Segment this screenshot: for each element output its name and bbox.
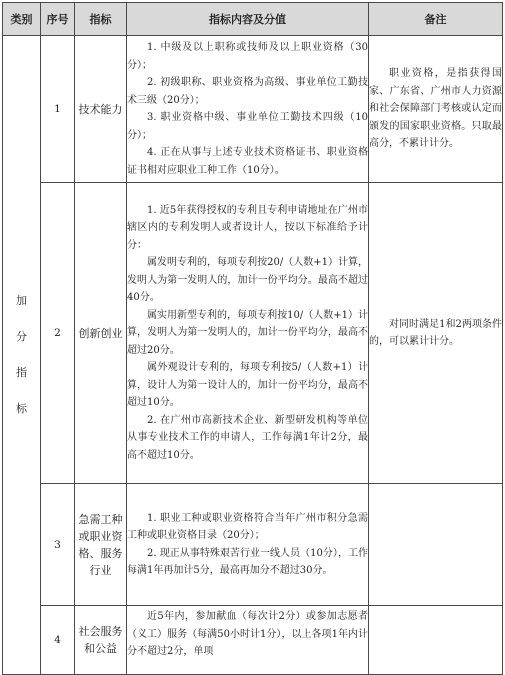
row-number: 1 xyxy=(41,36,75,183)
table-header-row xyxy=(3,3,503,36)
row-content xyxy=(127,183,369,484)
header-indicator: 指标 xyxy=(75,3,127,36)
table-row xyxy=(3,36,503,183)
row-indicator: 创新创业 xyxy=(75,183,127,484)
remarks-paragraph: 职业资格，是指获得国家、广东省、广州市人力资源和社会保障部门考核或认定而颁发的国家职业资格。只取最高分，不累计计分。 xyxy=(369,68,502,150)
table-row xyxy=(3,484,503,606)
row-indicator: 技术能力 xyxy=(75,36,127,183)
row-remarks xyxy=(369,183,503,484)
content-clip xyxy=(127,608,368,672)
row-number: 3 xyxy=(41,484,75,606)
content-paragraph: 3. 职业资格中级、事业单位工勤技术四级（10分）； xyxy=(127,112,368,141)
row-number: 4 xyxy=(41,606,75,675)
row-content xyxy=(127,606,369,675)
row-remarks xyxy=(369,36,503,183)
content-paragraph: 1. 中级及以上职称或技师及以上职业资格（30分）； xyxy=(127,42,368,71)
row-number: 2 xyxy=(41,183,75,484)
header-number: 序号 xyxy=(41,3,75,36)
content-paragraph: 属发明专利的，每项专利按20/（人数+1）计算，发明人为第一发明人的，加计一份平均分。最高不超过40分。 xyxy=(127,257,368,304)
category-char: 指 xyxy=(16,366,27,379)
table-row xyxy=(3,183,503,484)
content-paragraph: 2. 在广州市高新技术企业、新型研发机构等单位从事专业技术工作的申请人，工作每满1年计2分，最高不超过10分。 xyxy=(127,414,368,461)
content-paragraph: 2. 初级职称、职业资格为高级、事业单位工勤技术三级（20分）； xyxy=(127,77,368,106)
header-category: 类别 xyxy=(3,3,41,36)
category-cell xyxy=(3,36,41,675)
content-paragraph: 近5年内，参加献血（每次计2分）或参加志愿者（义工）服务（每满50小时计1分），以上各项1年内计分不超过2分，单项 xyxy=(127,611,368,657)
table-row xyxy=(3,606,503,675)
content-paragraph: 4. 正在从事与上述专业技术资格证书、职业资格证书相对应职业工种工作（10分）。 xyxy=(127,147,368,176)
header-content: 指标内容及分值 xyxy=(127,3,369,36)
row-remarks xyxy=(369,606,503,675)
category-char: 标 xyxy=(16,402,27,415)
content-paragraph: 1. 职业工种或职业资格符合当年广州市积分急需工种或职业资格目录（20分）； xyxy=(127,512,368,541)
row-remarks xyxy=(369,484,503,606)
points-indicator-table xyxy=(2,2,503,675)
row-indicator: 社会服务和公益 xyxy=(75,606,127,675)
content-paragraph: 属实用新型专利的，每项专利按10/（人数+1）计算，发明人为第一发明人的，加计一份平均分，最高不超过20分。 xyxy=(127,309,368,356)
content-paragraph: 2. 现正从事特殊艰苦行业一线人员（10分），工作每满1年再加计5分，最高再加分不超过30分。 xyxy=(127,547,368,576)
category-char: 分 xyxy=(16,330,27,343)
header-remarks: 备注 xyxy=(369,3,503,36)
content-paragraph: 1. 近5年获得授权的专利且专利申请地址在广州市辖区内的专利发明人或者设计人，按以下标准给予计分： xyxy=(127,204,368,251)
row-indicator: 急需工种或职业资格、服务行业 xyxy=(75,484,127,606)
category-char: 加 xyxy=(16,294,27,307)
row-content xyxy=(127,484,369,606)
content-paragraph: 属外观设计专利的，每项专利按5/（人数+1）计算，设计人为第一设计人的，加计一份平均分，最高不超过10分。 xyxy=(127,362,368,409)
row-content xyxy=(127,36,369,183)
remarks-paragraph: 对同时满足1和2两项条件的，可以累计计分。 xyxy=(369,318,502,347)
